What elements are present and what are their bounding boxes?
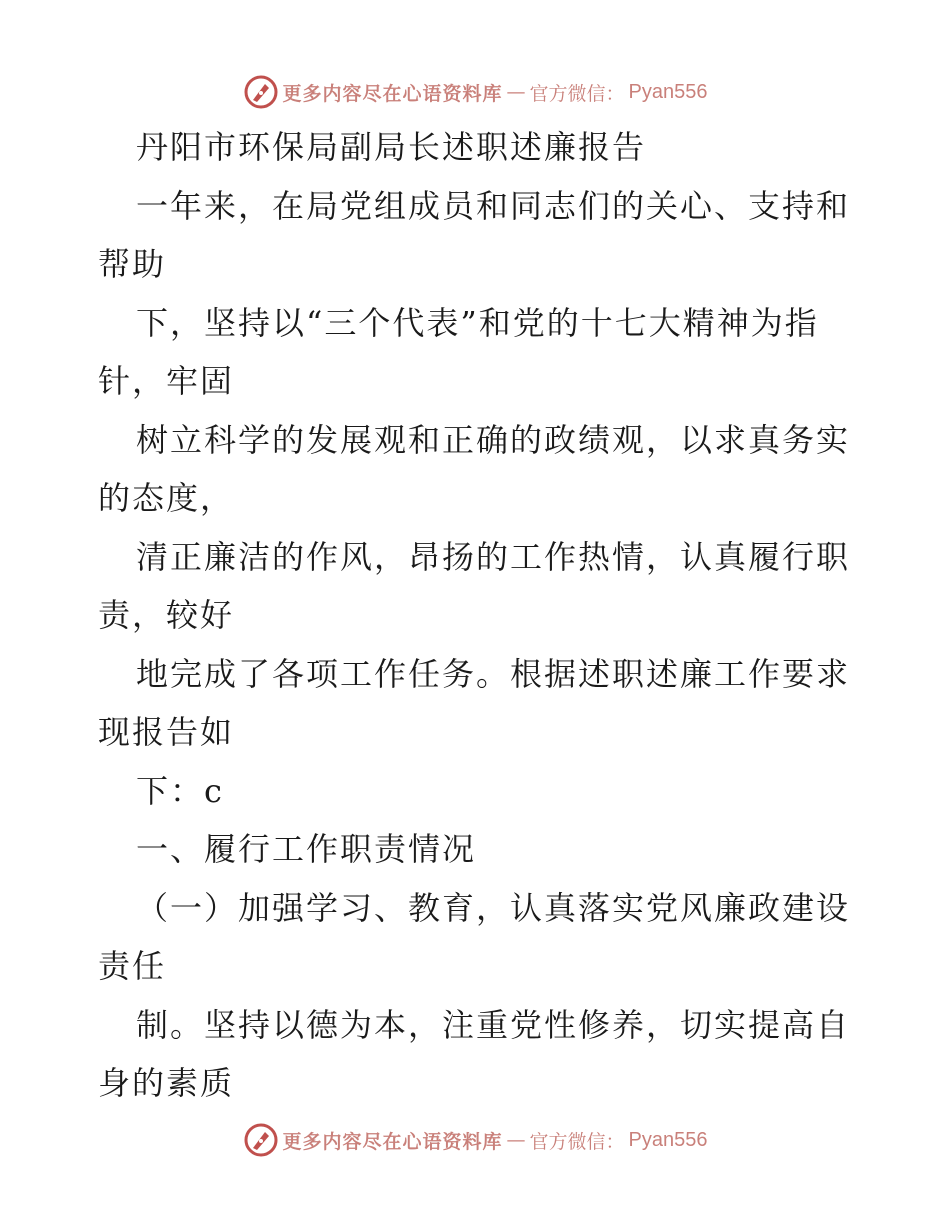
footer-watermark (0, 1120, 950, 1160)
paragraph-line: 树立科学的发展观和正确的政绩观，以求真务实 (136, 420, 851, 459)
paragraph-line: 清正廉洁的作风，昂扬的工作热情，认真履行职 (136, 537, 851, 576)
watermark-contact-id: Pyan556 (628, 1128, 708, 1151)
watermark-contact-label: 官方微信： (529, 1130, 625, 1153)
pen-nib-circle-icon (243, 1122, 279, 1158)
watermark-separator: — (506, 1129, 526, 1151)
document-title: 丹阳市环保局副局长述职述廉报告 (136, 128, 647, 166)
watermark-title: 更多内容尽在心语资料库 (282, 1130, 503, 1153)
subsection-heading: （一）加强学习、教育，认真落实党风廉政建设 (136, 888, 851, 927)
paragraph-line: 针，牢固 (98, 362, 235, 400)
paragraph-line: 下，坚持以“三个代表”和党的十七大精神为指 (136, 303, 819, 342)
watermark-contact-label: 官方微信： (529, 82, 625, 105)
watermark-separator: — (506, 81, 526, 103)
watermark-contact-id: Pyan556 (628, 80, 708, 103)
paragraph-line: 责，较好 (98, 596, 235, 634)
pen-nib-circle-icon (243, 74, 279, 110)
watermark-title: 更多内容尽在心语资料库 (282, 82, 503, 105)
paragraph-line: 制。坚持以德为本，注重党性修养，切实提高自 (136, 1005, 851, 1044)
paragraph-line: 责任 (98, 947, 167, 985)
paragraph-line: 地完成了各项工作任务。根据述职述廉工作要求 (136, 654, 851, 693)
paragraph-line: 的态度， (98, 479, 235, 517)
header-watermark (0, 72, 950, 112)
paragraph-line: 现报告如 (98, 713, 235, 751)
paragraph-line: 一年来，在局党组成员和同志们的关心、支持和 (136, 186, 851, 225)
document-body (98, 118, 858, 1113)
paragraph-line: 身的素质 (98, 1064, 235, 1102)
section-heading: 一、履行工作职责情况 (136, 830, 477, 868)
paragraph-line: 下：c (136, 771, 224, 810)
paragraph-line: 帮助 (98, 245, 167, 283)
